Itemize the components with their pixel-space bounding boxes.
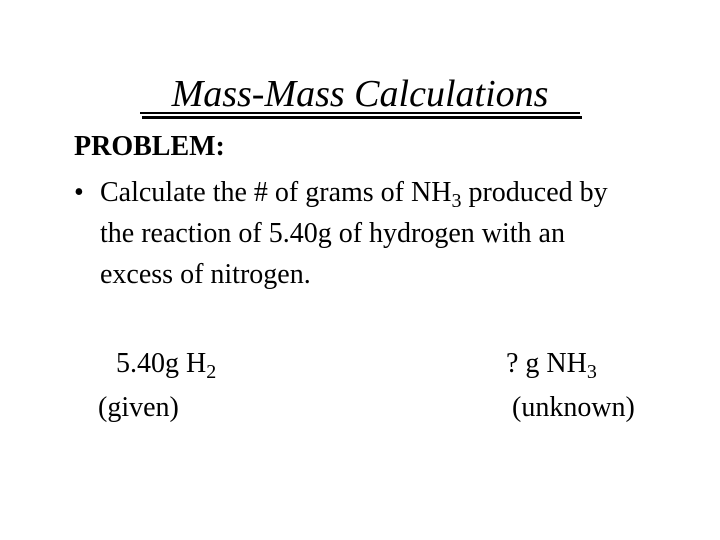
problem-line-2: the reaction of 5.40g of hydrogen with an xyxy=(100,218,565,249)
unknown-value-text: ? g NH xyxy=(506,348,587,379)
problem-heading: PROBLEM: xyxy=(74,131,225,162)
given-value xyxy=(98,342,216,386)
unknown-quantity xyxy=(502,342,635,430)
problem-line-3: excess of nitrogen. xyxy=(100,259,311,290)
title-underline-shadow xyxy=(142,116,582,119)
nh3-unknown-subscript: 3 xyxy=(586,361,597,383)
bullet-icon: • xyxy=(74,177,84,208)
slide-title-text: Mass-Mass Calculations xyxy=(171,73,549,115)
nh3-subscript: 3 xyxy=(451,190,462,212)
given-quantity xyxy=(98,342,216,430)
given-value-text: 5.40g H xyxy=(116,348,207,379)
problem-line-1-start: Calculate the # of grams of NH xyxy=(100,177,452,208)
unknown-label: (unknown) xyxy=(512,392,635,423)
problem-line-1 xyxy=(100,172,690,213)
h2-subscript: 2 xyxy=(206,361,217,383)
unknown-value xyxy=(502,342,635,386)
problem-line-1-end: produced by xyxy=(461,177,608,208)
title-underline xyxy=(140,112,580,114)
given-label: (given) xyxy=(98,392,179,423)
problem-statement xyxy=(100,172,690,295)
